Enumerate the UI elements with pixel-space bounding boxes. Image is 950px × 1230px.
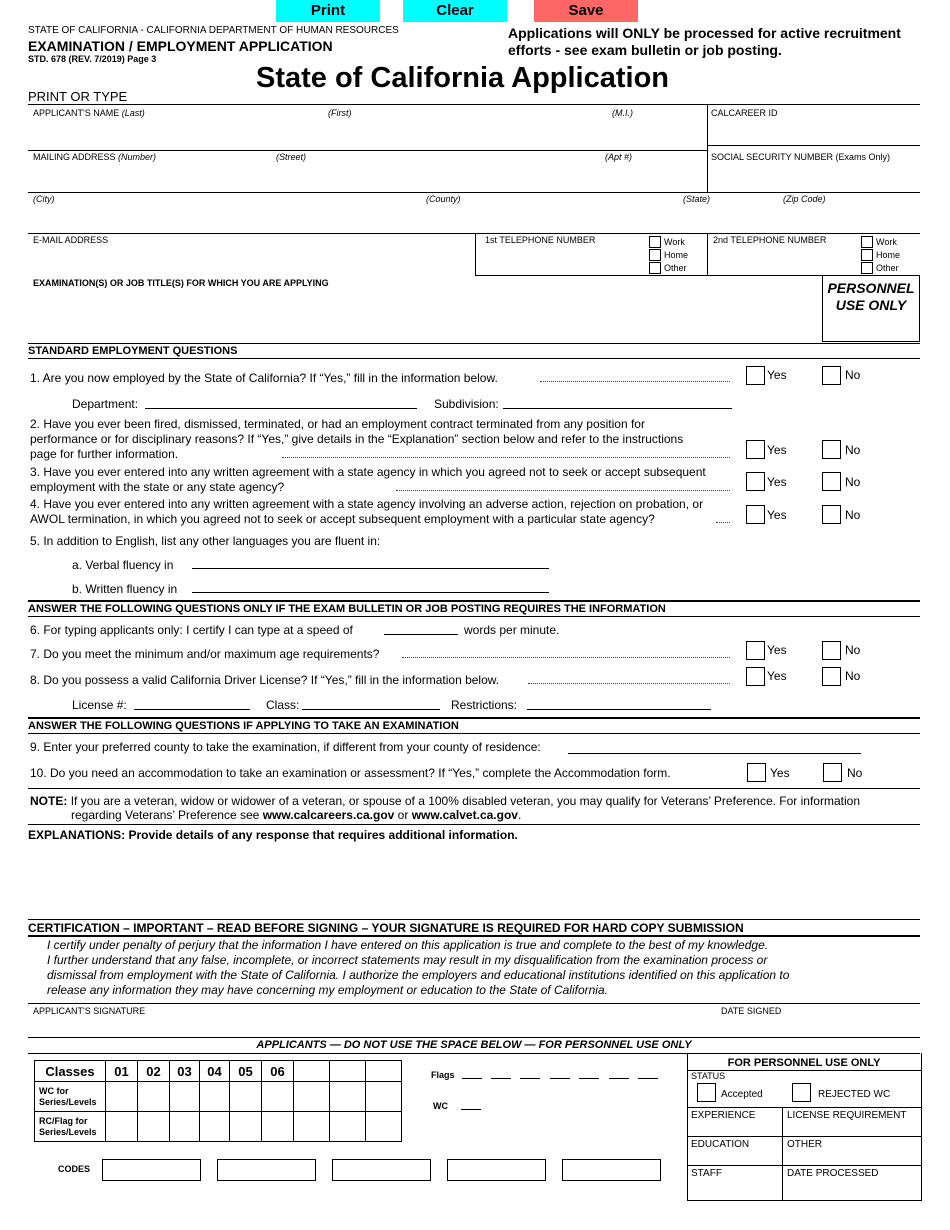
q10-yes-label: Yes xyxy=(770,766,790,780)
grid-cell xyxy=(294,1061,330,1082)
zip-label: (Zip Code) xyxy=(783,194,826,204)
rule xyxy=(707,145,920,146)
phone1-work-label: Work xyxy=(664,237,685,247)
calcareer-id-label: CALCAREER ID xyxy=(711,108,778,118)
q10-no-label: No xyxy=(847,766,863,780)
grid-cell xyxy=(262,1082,294,1112)
license-requirement-label: LICENSE REQUIREMENT xyxy=(787,1110,907,1121)
other-label: OTHER xyxy=(787,1139,822,1150)
phone2-work-checkbox[interactable] xyxy=(861,236,873,248)
rule xyxy=(707,233,708,275)
codes-label: CODES xyxy=(58,1164,91,1174)
q2-yes-checkbox[interactable] xyxy=(746,440,765,459)
question-5: 5. In addition to English, list any other languages you are fluent in: xyxy=(30,534,381,548)
grid-cell xyxy=(366,1061,402,1082)
clear-button[interactable]: Clear xyxy=(403,0,507,22)
flag-line xyxy=(520,1078,540,1079)
date-processed-label: DATE PROCESSED xyxy=(787,1168,879,1179)
q3-yes-label: Yes xyxy=(767,475,787,489)
license-number-label: License #: xyxy=(72,698,127,712)
rule xyxy=(28,935,920,937)
rule xyxy=(687,1136,921,1137)
question-1: 1. Are you now employed by the State of California? If “Yes,” fill in the information below. xyxy=(30,371,498,385)
email-label: E-MAIL ADDRESS xyxy=(33,235,109,245)
print-or-type: PRINT OR TYPE xyxy=(28,89,128,104)
phone2-home-checkbox[interactable] xyxy=(861,249,873,261)
phone1-home-checkbox[interactable] xyxy=(649,249,661,261)
grid-cell xyxy=(294,1082,330,1112)
wc-label: WC xyxy=(433,1101,448,1111)
license-number-field[interactable] xyxy=(134,709,250,710)
rule xyxy=(28,343,920,344)
rule xyxy=(687,1165,921,1166)
license-class-field[interactable] xyxy=(302,709,440,710)
grid-cell xyxy=(170,1082,200,1112)
personnel-use-label: PERSONNEL USE ONLY xyxy=(827,280,915,313)
leader-dots xyxy=(402,657,730,658)
accepted-label: Accepted xyxy=(721,1089,763,1100)
q4-yes-checkbox[interactable] xyxy=(746,505,765,524)
certification-text: I certify under penalty of perjury that the information I have entered on this application is true and complete to the best of my knowledge. I further understand that any false, incomplete, or incorrect statements may result in my disqualification from the examination process or dismissal from employment with the State of California. I authorize the employers and educational institutions identified on this application to release any information they may have concerning my employment or education to the State of California. xyxy=(47,938,790,997)
grid-cell xyxy=(262,1112,294,1142)
ssn-field[interactable] xyxy=(710,164,919,190)
city-label: (City) xyxy=(33,194,55,204)
q8-no-checkbox[interactable] xyxy=(822,667,841,686)
wc-line xyxy=(461,1109,481,1110)
agency-name: STATE OF CALIFORNIA - CALIFORNIA DEPARTMENT OF HUMAN RESOURCES xyxy=(28,25,399,36)
flag-line xyxy=(462,1078,482,1079)
applicant-signature-label: APPLICANT'S SIGNATURE xyxy=(33,1006,146,1016)
classes-label: Classes xyxy=(35,1061,106,1082)
leader-dots xyxy=(716,522,730,523)
phone1-work-checkbox[interactable] xyxy=(649,236,661,248)
phone1-home-label: Home xyxy=(664,250,689,260)
calcareer-id-field[interactable] xyxy=(710,120,919,142)
written-fluency-field[interactable] xyxy=(192,592,549,593)
flag-line xyxy=(579,1078,599,1079)
exam-titles-label: EXAMINATION(S) OR JOB TITLE(S) FOR WHICH YOU ARE APPLYING xyxy=(33,278,329,288)
grid-cell xyxy=(138,1112,170,1142)
mailing-address-label: MAILING ADDRESS (Number) xyxy=(33,152,157,162)
explanations-heading: EXPLANATIONS: Provide details of any response that requires additional information. xyxy=(28,828,518,842)
rule xyxy=(707,104,708,192)
form-number: STD. 678 (REV. 7/2019) Page 3 xyxy=(28,54,157,64)
flags-label: Flags xyxy=(431,1070,455,1080)
phone2-work-label: Work xyxy=(876,237,897,247)
department-field[interactable] xyxy=(145,408,417,409)
code-box xyxy=(217,1159,316,1181)
street-label: (Street) xyxy=(276,152,307,162)
grid-cell xyxy=(138,1082,170,1112)
certification-heading: CERTIFICATION – IMPORTANT – READ BEFORE SIGNING – YOUR SIGNATURE IS REQUIRED FOR HARD COPY SUBMISSION xyxy=(28,921,744,935)
verbal-fluency-field[interactable] xyxy=(192,568,549,569)
education-label: EDUCATION xyxy=(691,1139,750,1150)
mailing-address-field[interactable] xyxy=(30,164,706,190)
class-code: 02 xyxy=(138,1061,170,1082)
grid-cell xyxy=(330,1061,366,1082)
form-title: EXAMINATION / EMPLOYMENT APPLICATION xyxy=(28,38,333,54)
rule xyxy=(28,616,920,617)
print-button[interactable]: Print xyxy=(276,0,380,22)
rule xyxy=(28,717,920,719)
staff-label: STAFF xyxy=(691,1168,722,1179)
department-label: Department: xyxy=(72,397,139,411)
county-label: (County) xyxy=(426,194,461,204)
calcareers-link[interactable]: www.calcareers.ca.gov xyxy=(262,808,395,822)
grid-cell xyxy=(294,1112,330,1142)
q8-yes-checkbox[interactable] xyxy=(746,667,765,686)
rule xyxy=(28,600,920,602)
question-10: 10. Do you need an accommodation to take an examination or assessment? If “Yes,” complete the Accommodation form. xyxy=(30,766,671,780)
q7-no-checkbox[interactable] xyxy=(822,641,841,660)
applicant-name-field[interactable] xyxy=(30,120,706,146)
grid-cell xyxy=(106,1082,138,1112)
explanations-field[interactable] xyxy=(30,845,919,919)
leader-dots xyxy=(528,683,730,684)
leader-dots xyxy=(540,381,730,382)
exam-heading: ANSWER THE FOLLOWING QUESTIONS IF APPLYING TO TAKE AN EXAMINATION xyxy=(28,720,459,732)
subdivision-label: Subdivision: xyxy=(434,397,499,411)
restrictions-label: Restrictions: xyxy=(451,698,518,712)
q4-no-checkbox[interactable] xyxy=(822,505,841,524)
grid-cell xyxy=(230,1112,262,1142)
flag-line xyxy=(638,1078,658,1079)
phone2-other-label: Other xyxy=(876,263,899,273)
grid-cell xyxy=(366,1112,402,1142)
phone1-other-label: Other xyxy=(664,263,687,273)
rejected-wc-checkbox[interactable] xyxy=(792,1083,811,1102)
restrictions-field[interactable] xyxy=(527,709,711,710)
accepted-checkbox[interactable] xyxy=(697,1083,716,1102)
rule xyxy=(687,1107,921,1108)
flag-line xyxy=(491,1078,511,1079)
code-box xyxy=(447,1159,546,1181)
q1-no-checkbox[interactable] xyxy=(822,366,841,385)
class-code: 01 xyxy=(106,1061,138,1082)
q8-yes-label: Yes xyxy=(767,669,787,683)
leader-dots xyxy=(396,490,730,491)
grid-cell xyxy=(200,1112,230,1142)
q7-yes-checkbox[interactable] xyxy=(746,641,765,660)
words-per-minute-label: words per minute. xyxy=(464,623,560,637)
rc-flag-label: RC/Flag for Series/Levels xyxy=(35,1112,106,1142)
class-code: 06 xyxy=(262,1061,294,1082)
applicant-name-label: APPLICANT'S NAME (Last) xyxy=(33,108,145,118)
page-title: State of California Application xyxy=(256,62,670,94)
city-field[interactable] xyxy=(30,206,919,232)
flag-line xyxy=(609,1078,629,1079)
rule xyxy=(28,788,920,789)
calvet-link[interactable]: www.calvet.ca.gov xyxy=(411,808,518,822)
veterans-note-line2: regarding Veterans’ Preference see www.calcareers.ca.gov or www.calvet.ca.gov. xyxy=(71,808,522,822)
q1-yes-label: Yes xyxy=(767,368,787,382)
question-4: 4. Have you ever entered into any written agreement with a state agency involving an adverse action, rejection on probation, or AWOL termination, in which you agreed not to seek or accept subsequent employment with a particular state agency? xyxy=(30,497,704,526)
status-label: STATUS xyxy=(691,1071,726,1081)
q1-no-label: No xyxy=(845,368,861,382)
bulletin-heading: ANSWER THE FOLLOWING QUESTIONS ONLY IF THE EXAM BULLETIN OR JOB POSTING REQUIRES THE INFORMATION xyxy=(28,603,666,615)
q10-yes-checkbox[interactable] xyxy=(747,763,766,782)
rule xyxy=(475,233,476,275)
rule xyxy=(28,233,920,234)
rule xyxy=(28,150,707,151)
classes-grid xyxy=(34,1060,402,1142)
grid-cell xyxy=(170,1112,200,1142)
question-8: 8. Do you possess a valid California Driver License? If “Yes,” fill in the information below. xyxy=(30,673,500,687)
phone1-other-checkbox[interactable] xyxy=(649,262,661,274)
q4-yes-label: Yes xyxy=(767,508,787,522)
veterans-note: NOTE: If you are a veteran, widow or widower of a veteran, or spouse of a 100% disabled veteran, you may qualify for Veterans’ Preference. For information xyxy=(30,794,860,808)
question-2: 2. Have you ever been fired, dismissed, terminated, or had an employment contract terminated from any position for performance or for disciplinary reasons? If “Yes,” give details in the “Explanation” section below and refer to the instructions page for further information. xyxy=(30,417,684,461)
phone2-home-label: Home xyxy=(876,250,901,260)
q4-no-label: No xyxy=(845,508,861,522)
q7-yes-label: Yes xyxy=(767,643,787,657)
ssn-label: SOCIAL SECURITY NUMBER (Exams Only) xyxy=(711,152,891,162)
grid-cell xyxy=(230,1082,262,1112)
rule xyxy=(28,824,920,825)
grid-cell xyxy=(106,1112,138,1142)
code-box xyxy=(102,1159,201,1181)
save-button[interactable]: Save xyxy=(534,0,638,22)
flag-line xyxy=(550,1078,570,1079)
grid-cell xyxy=(366,1082,402,1112)
rule xyxy=(28,1003,920,1004)
wc-series-label: WC for Series/Levels xyxy=(35,1082,106,1112)
grid-cell xyxy=(330,1082,366,1112)
preferred-county-field[interactable] xyxy=(568,753,861,754)
personnel-banner: APPLICANTS — DO NOT USE THE SPACE BELOW — FOR PERSONNEL USE ONLY xyxy=(256,1039,692,1051)
q2-no-label: No xyxy=(845,443,861,457)
question-7: 7. Do you meet the minimum and/or maximum age requirements? xyxy=(30,647,380,661)
typing-speed-field[interactable] xyxy=(384,634,458,635)
question-6: 6. For typing applicants only: I certify I can type at a speed of xyxy=(30,623,353,637)
class-code: 05 xyxy=(230,1061,262,1082)
experience-label: EXPERIENCE xyxy=(691,1110,756,1121)
exam-titles-field[interactable] xyxy=(30,291,814,343)
grid-cell xyxy=(330,1112,366,1142)
rule xyxy=(28,1037,920,1038)
apt-label: (Apt #) xyxy=(605,152,633,162)
subdivision-field[interactable] xyxy=(503,408,732,409)
rule xyxy=(28,919,920,920)
q1-yes-checkbox[interactable] xyxy=(746,366,765,385)
class-code: 03 xyxy=(170,1061,200,1082)
question-9: 9. Enter your preferred county to take the examination, if different from your county of residence: xyxy=(30,740,541,754)
for-personnel-use-label: FOR PERSONNEL USE ONLY xyxy=(727,1057,881,1069)
q7-no-label: No xyxy=(845,643,861,657)
rule xyxy=(28,733,920,734)
grid-cell xyxy=(200,1082,230,1112)
q10-no-checkbox[interactable] xyxy=(823,763,842,782)
verbal-fluency-label: a. Verbal fluency in xyxy=(72,558,174,572)
q2-yes-label: Yes xyxy=(767,443,787,457)
standard-questions-heading: STANDARD EMPLOYMENT QUESTIONS xyxy=(28,345,238,357)
phone2-other-checkbox[interactable] xyxy=(861,262,873,274)
rule xyxy=(28,104,920,105)
q2-no-checkbox[interactable] xyxy=(822,440,841,459)
first-name-label: (First) xyxy=(328,108,352,118)
q3-no-label: No xyxy=(845,475,861,489)
recruitment-notice: Applications will ONLY be processed for active recruitment efforts - see exam bulletin or job posting. xyxy=(508,25,901,58)
written-fluency-label: b. Written fluency in xyxy=(72,582,178,596)
rejected-wc-label: REJECTED WC xyxy=(818,1089,891,1100)
class-code: 04 xyxy=(200,1061,230,1082)
state-label: (State) xyxy=(683,194,711,204)
code-box xyxy=(562,1159,661,1181)
license-class-label: Class: xyxy=(266,698,300,712)
leader-dots xyxy=(282,457,730,458)
q3-yes-checkbox[interactable] xyxy=(746,472,765,491)
email-field[interactable] xyxy=(30,248,474,274)
question-3: 3. Have you ever entered into any written agreement with a state agency in which you agreed not to seek or accept subsequent employment with the state or any state agency? xyxy=(30,465,706,494)
rule xyxy=(782,1107,783,1201)
rule xyxy=(28,358,920,359)
q8-no-label: No xyxy=(845,669,861,683)
date-signed-label: DATE SIGNED xyxy=(721,1006,782,1016)
phone2-label: 2nd TELEPHONE NUMBER xyxy=(713,235,827,245)
q3-no-checkbox[interactable] xyxy=(822,472,841,491)
rule xyxy=(28,192,920,193)
middle-initial-label: (M.I.) xyxy=(612,108,633,118)
phone1-label: 1st TELEPHONE NUMBER xyxy=(485,235,596,245)
code-box xyxy=(332,1159,431,1181)
